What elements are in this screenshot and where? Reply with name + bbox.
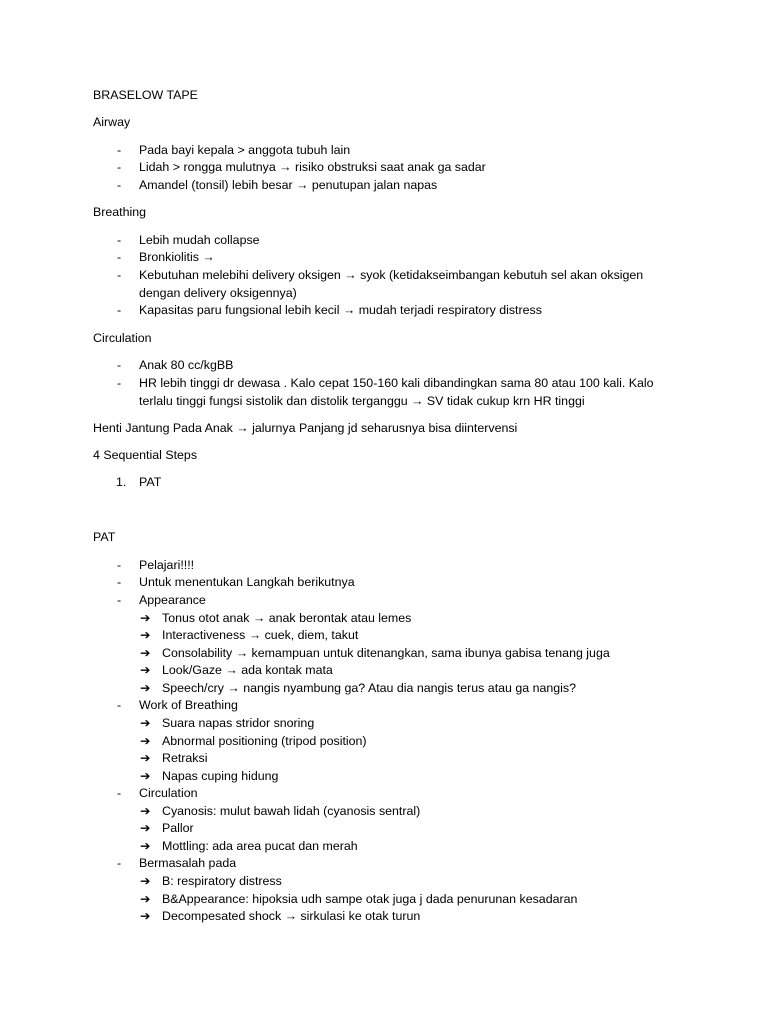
breathing-item: Bronkiolitis → [139,250,215,264]
steps-heading: 4 Sequential Steps [93,448,198,462]
arrow-bullet-icon: ➔ [140,663,151,677]
circulation-heading: Circulation [93,331,152,345]
arrow-bullet-icon: ➔ [140,769,151,783]
work-of-breathing-subitem: Napas cuping hidung [162,769,279,783]
bermasalah-subitem: Decompesated shock → sirkulasi ke otak turun [162,909,421,923]
arrow-bullet-icon: ➔ [140,821,151,835]
airway-heading: Airway [93,115,131,129]
arrow-bullet-icon: ➔ [140,892,151,906]
circulation-item-continued: terlalu tinggi fungsi sistolik dan distolik terganggu → SV tidak cukup krn HR tinggi [139,394,585,408]
pat-heading: PAT [93,530,116,544]
breathing-item: Kapasitas paru fungsional lebih kecil → mudah terjadi respiratory distress [139,303,542,317]
pat-item-work-of-breathing: Work of Breathing [139,698,238,712]
bullet-dash: - [117,160,122,174]
bullet-dash: - [117,856,122,870]
pat-item: Untuk menentukan Langkah berikutnya [139,575,355,589]
bullet-dash: - [117,250,122,264]
arrow-bullet-icon: ➔ [140,646,151,660]
bullet-dash: - [117,698,122,712]
pat-item-appearance: Appearance [139,593,206,607]
bullet-dash: - [117,358,122,372]
appearance-subitem: Speech/cry → nangis nyambung ga? Atau dia nangis terus atau ga nangis? [162,681,576,695]
arrow-bullet-icon: ➔ [140,716,151,730]
pat-item-bermasalah: Bermasalah pada [139,856,237,870]
bermasalah-subitem: B&Appearance: hipoksia udh sampe otak juga j dada penurunan kesadaran [162,892,578,906]
bullet-dash: - [117,268,122,282]
bullet-dash: - [117,558,122,572]
arrow-bullet-icon: ➔ [140,804,151,818]
arrow-bullet-icon: ➔ [140,681,151,695]
airway-item: Pada bayi kepala > anggota tubuh lain [139,143,351,157]
bullet-dash: - [117,786,122,800]
circulation-subitem: Pallor [162,821,194,835]
appearance-subitem: Tonus otot anak → anak berontak atau lemes [162,611,412,625]
appearance-subitem: Interactiveness → cuek, diem, takut [162,628,359,642]
arrow-bullet-icon: ➔ [140,611,151,625]
arrow-bullet-icon: ➔ [140,874,151,888]
work-of-breathing-subitem: Suara napas stridor snoring [162,716,315,730]
bermasalah-subitem: B: respiratory distress [162,874,282,888]
bullet-dash: - [117,593,122,607]
circulation-item: Anak 80 cc/kgBB [139,358,234,372]
breathing-item: Lebih mudah collapse [139,233,260,247]
bullet-dash: - [117,178,122,192]
circulation-subitem: Mottling: ada area pucat dan merah [162,839,358,853]
breathing-heading: Breathing [93,205,147,219]
bullet-dash: - [117,575,122,589]
arrow-bullet-icon: ➔ [140,628,151,642]
arrow-bullet-icon: ➔ [140,734,151,748]
work-of-breathing-subitem: Abnormal positioning (tripod position) [162,734,367,748]
work-of-breathing-subitem: Retraksi [162,751,208,765]
bullet-dash: - [117,143,122,157]
bullet-dash: - [117,376,122,390]
henti-jantung-line: Henti Jantung Pada Anak → jalurnya Panjang jd seharusnya bisa diintervensi [93,421,518,435]
circulation-subitem: Cyanosis: mulut bawah lidah (cyanosis sentral) [162,804,421,818]
breathing-item: Kebutuhan melebihi delivery oksigen → syok (ketidakseimbangan kebutuh sel akan oksigen [139,268,644,282]
bullet-dash: - [117,233,122,247]
bullet-dash: - [117,303,122,317]
airway-item: Amandel (tonsil) lebih besar → penutupan jalan napas [139,178,438,192]
arrow-bullet-icon: ➔ [140,839,151,853]
appearance-subitem: Consolability → kemampuan untuk ditenangkan, sama ibunya gabisa tenang juga [162,646,610,660]
pat-item-circulation: Circulation [139,786,198,800]
circulation-item: HR lebih tinggi dr dewasa . Kalo cepat 150-160 kali dibandingkan sama 80 atau 100 kali. Kalo [139,376,654,390]
pat-item: Pelajari!!!! [139,558,195,572]
document-title: BRASELOW TAPE [93,88,198,102]
appearance-subitem: Look/Gaze → ada kontak mata [162,663,333,677]
arrow-bullet-icon: ➔ [140,909,151,923]
breathing-item-continued: dengan delivery oksigennya) [139,286,297,300]
step-item: PAT [139,475,162,489]
step-number: 1. [116,475,127,489]
arrow-bullet-icon: ➔ [140,751,151,765]
airway-item: Lidah > rongga mulutnya → risiko obstruksi saat anak ga sadar [139,160,486,174]
